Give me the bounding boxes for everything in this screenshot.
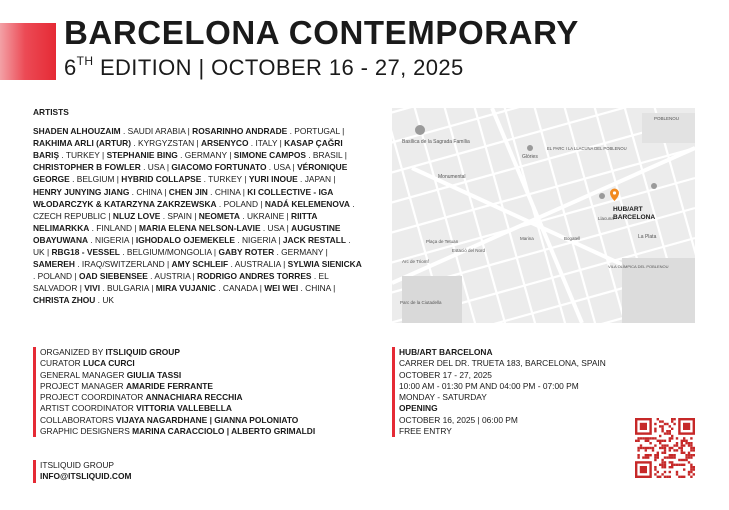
artist-country: . POLAND: [216, 198, 259, 209]
artist-country: . CANADA: [215, 283, 258, 294]
artist-country: . JAPAN: [297, 174, 332, 185]
venue-hours: 10:00 AM - 01:30 PM AND 04:00 PM - 07:00 PM: [399, 380, 579, 391]
map-label-glories: Glòries: [522, 154, 538, 160]
artist-name: HENRY JUNYING JIANG: [33, 186, 130, 197]
credit-person: AMARIDE FERRANTE: [125, 380, 213, 391]
map-label-clot: EL PARC I LA LLACUNA DEL POBLENOU: [547, 146, 627, 151]
credit-row: [40, 358, 315, 369]
credit-person: LUCA CURCI: [82, 358, 135, 369]
venue-map[interactable]: [392, 108, 695, 323]
map-label-plata: La Plata: [638, 234, 657, 240]
artist-country: . CHINA: [298, 283, 331, 294]
artist-country: . GERMANY: [274, 247, 324, 258]
map-label-triomf: Arc de Triomf: [402, 259, 429, 264]
accent-gradient-block: [0, 23, 56, 80]
map-label-bogatell: Bogatell: [564, 236, 581, 241]
venue-section: [392, 347, 606, 437]
credit-person: ITSLIQUID GROUP: [105, 347, 180, 357]
artist-name: SIMONE CAMPOS: [233, 150, 306, 161]
credit-row: [40, 426, 315, 437]
artist-name: STEPHANIE BING: [106, 150, 178, 161]
credit-row: [40, 381, 315, 392]
artist-name: OAD SIEBENSEE: [78, 271, 148, 282]
artist-name: RIITTA NELIMARKKA: [33, 210, 318, 233]
artist-name: AUGUSTINE OBAYUWANA: [33, 222, 341, 245]
artist-country: . SPAIN: [160, 210, 192, 221]
credit-role: GENERAL MANAGER: [40, 369, 127, 380]
artist-country: . USA: [260, 222, 285, 233]
artist-country: . KYRGYZSTAN: [131, 138, 195, 149]
artist-name: ROSARINHO ANDRADE: [192, 126, 288, 137]
artist-name: CHRISTA ZHOU: [33, 295, 96, 306]
artist-name: WEI WEI: [264, 283, 299, 294]
venue-dates: OCTOBER 17 - 27, 2025: [399, 369, 492, 380]
artist-country: . UKRAINE: [239, 210, 285, 221]
credit-person: VITTORIA VALLEBELLA: [136, 403, 232, 414]
artist-country: . BELGIUM/MONGOLIA: [119, 247, 212, 258]
artist-name: RAKHIMA ARLI (ARTUR): [33, 138, 132, 149]
credit-role: ARTIST COORDINATOR: [40, 403, 137, 414]
qr-code-icon[interactable]: [635, 418, 695, 478]
map-label-monumental: Monumental: [438, 174, 466, 180]
artist-country: . POLAND: [33, 271, 73, 282]
artist-name: SAMEREH: [33, 259, 75, 270]
artist-country: . CHINA: [207, 186, 241, 197]
artist-name: VÉRONIQUE GEORGE: [33, 162, 348, 185]
pin-label-line2: BARCELONA: [613, 214, 656, 221]
artist-country: . BULGARIA: [100, 283, 149, 294]
artist-country: . UK: [95, 295, 114, 306]
artist-name: MIRA VUJANIC: [155, 283, 216, 294]
map-graphic: [392, 108, 695, 323]
artist-country: . NIGERIA: [88, 234, 130, 245]
credit-row: [40, 415, 315, 426]
artist-country: . TURKEY: [59, 150, 100, 161]
artist-country: . GERMANY: [177, 150, 227, 161]
artist-country: . TURKEY: [201, 174, 242, 185]
artist-name: NLUZ LOVE: [112, 210, 161, 221]
artists-section: [33, 106, 363, 307]
map-label-marina: Marina: [520, 236, 534, 241]
artist-name: SHADEN ALHOUZAIM: [33, 126, 121, 137]
map-label-poblenou: POBLENOU: [654, 116, 680, 121]
opening-label: OPENING: [399, 403, 438, 414]
artist-name: RODRIGO ANDRES TORRES: [197, 271, 312, 282]
credit-role: COLLABORATORS: [40, 414, 117, 425]
artist-country: . AUSTRIA: [147, 271, 191, 282]
map-label-tetuan: Plaça de Tetuan: [426, 239, 459, 244]
artist-name: MARIA ELENA NELSON-LAVIE: [138, 222, 261, 233]
artist-name: ARSENYCO: [201, 138, 249, 149]
artist-country: . BELGIUM: [69, 174, 115, 185]
artist-country: . NIGERIA: [235, 234, 276, 245]
artist-name: IGHODALO OJEMEKELE: [135, 234, 235, 245]
artist-country: . BRASIL: [305, 150, 343, 161]
artist-name: HYBRID COLLAPSE: [121, 174, 202, 185]
artist-list: SHADEN ALHOUZAIM . SAUDI ARABIA | ROSARINHO ANDRADE . PORTUGAL | RAKHIMA ARLI (ARTUR) . KYRGYZSTAN | ARSENYCO . ITALY | KASAP ÇAĞRI BARIŞ . TURKEY | STEPHANIE BING . GERMANY | SIMONE CAMPOS . BRASIL | CHRISTOPHER B FOWLER . USA | GIACOMO FORTUNATO . USA | VÉRONIQUE GEORGE . BELGIUM | HYBRID COLLAPSE . TURKEY | YURI INOUE . JAPAN | HENRY JUNYING JIANG . CHINA | CHEN JIN . CHINA | KI COLLECTIVE - IGA WŁODARCZYK & KATARZYNA ZAKRZEWSKA . POLAND | NADÁ KELEMENOVA . CZECH REPUBLIC | NLUZ LOVE . SPAIN | NEOMETA . UKRAINE | RIITTA NELIMARKKA . FINLAND | MARIA ELENA NELSON-LAVIE . USA | AUGUSTINE OBAYUWANA . NIGERIA | IGHODALO OJEMEKELE . NIGERIA | JACK RESTALL . UK | RBG18 - VESSEL . BELGIUM/MONGOLIA | GABY ROTER . GERMANY | SAMEREH . IRAQ/SWITZERLAND | AMY SCHLEIF . AUSTRALIA | SYLWIA SIENICKA . POLAND | OAD SIEBENSEE . AUSTRIA | RODRIGO ANDRES TORRES . EL SALVADOR | VIVI . BULGARIA | MIRA VUJANIC . CANADA | WEI WEI . CHINA | CHRISTA ZHOU . UK: [33, 126, 362, 306]
credits-section: [33, 347, 315, 437]
artist-country: . ITALY: [248, 138, 278, 149]
artist-name: GIACOMO FORTUNATO: [171, 162, 267, 173]
credit-row: [40, 347, 315, 358]
artist-country: . SAUDI ARABIA: [120, 126, 186, 137]
artist-country: . AUSTRALIA: [228, 259, 281, 270]
artist-name: GABY ROTER: [218, 247, 275, 258]
artist-name: KI COLLECTIVE - IGA WŁODARCZYK & KATARZYNA ZAKRZEWSKA: [33, 186, 334, 209]
artists-heading: ARTISTS: [33, 107, 69, 117]
artist-country: . CZECH REPUBLIC: [33, 198, 355, 221]
contact-section: [33, 460, 131, 483]
credit-row: [40, 392, 315, 403]
credit-person: MARINA CARACCIOLO | ALBERTO GRIMALDI: [132, 426, 316, 437]
page-title: BARCELONA CONTEMPORARY: [64, 14, 579, 51]
credit-role: CURATOR: [40, 358, 83, 369]
contact-org: ITSLIQUID GROUP: [40, 460, 114, 470]
artist-name: VIVI: [84, 283, 101, 294]
venue-days: MONDAY - SATURDAY: [399, 392, 487, 403]
credit-row: [40, 370, 315, 381]
credit-row: [40, 403, 315, 414]
map-label-ciutadella: Parc de la Ciutadella: [400, 300, 442, 305]
artist-name: JACK RESTALL: [282, 234, 346, 245]
edition-subtitle: 6TH EDITION | OCTOBER 16 - 27, 2025: [64, 53, 464, 80]
entry-info: FREE ENTRY: [399, 426, 452, 437]
artist-name: NADÁ KELEMENOVA: [264, 198, 350, 209]
credit-person: GIULIA TASSI: [126, 369, 182, 380]
contact-email[interactable]: INFO@ITSLIQUID.COM: [40, 471, 132, 482]
artist-country: . UK: [33, 234, 351, 258]
artist-country: . EL SALVADOR: [33, 271, 329, 294]
artist-country: . USA: [140, 162, 165, 173]
artist-name: CHRISTOPHER B FOWLER: [33, 162, 141, 173]
credit-role: PROJECT COORDINATOR: [40, 392, 146, 403]
artist-country: . CHINA: [129, 186, 162, 197]
artist-name: AMY SCHLEIF: [171, 259, 229, 270]
credit-role: ORGANIZED BY: [40, 347, 106, 357]
pin-label-line1: HUB/ART: [613, 206, 643, 213]
artist-name: SYLWIA SIENICKA: [287, 259, 362, 270]
artist-country: . USA: [266, 162, 291, 173]
map-label-sagrada: Basílica de la Sagrada Família: [402, 139, 470, 145]
artist-name: YURI INOUE: [248, 174, 298, 185]
map-label-nord: Estació del Nord: [452, 248, 486, 253]
opening-date: OCTOBER 16, 2025 | 06:00 PM: [399, 414, 518, 425]
artist-name: CHEN JIN: [168, 186, 208, 197]
artist-country: . FINLAND: [89, 222, 133, 233]
credit-person: VIJAYA NAGARDHANE | GIANNA POLONIATO: [116, 414, 299, 425]
venue-address: CARRER DEL DR. TRUETA 183, BARCELONA, SPAIN: [399, 358, 606, 369]
map-label-llacuna: Llacuna: [598, 216, 614, 221]
credit-role: GRAPHIC DESIGNERS: [40, 426, 133, 437]
credit-person: ANNACHIARA RECCHIA: [145, 392, 243, 403]
artist-name: RBG18 - VESSEL: [51, 247, 120, 258]
artist-country: . IRAQ/SWITZERLAND: [74, 259, 165, 270]
map-label-vila: VILA OLÍMPICA DEL POBLENOU: [608, 264, 669, 269]
venue-name: HUB/ART BARCELONA: [399, 347, 493, 357]
artist-name: NEOMETA: [198, 210, 240, 221]
artist-name: KASAP ÇAĞRI BARIŞ: [33, 138, 343, 161]
credit-role: PROJECT MANAGER: [40, 380, 126, 391]
artist-country: . PORTUGAL: [287, 126, 340, 137]
